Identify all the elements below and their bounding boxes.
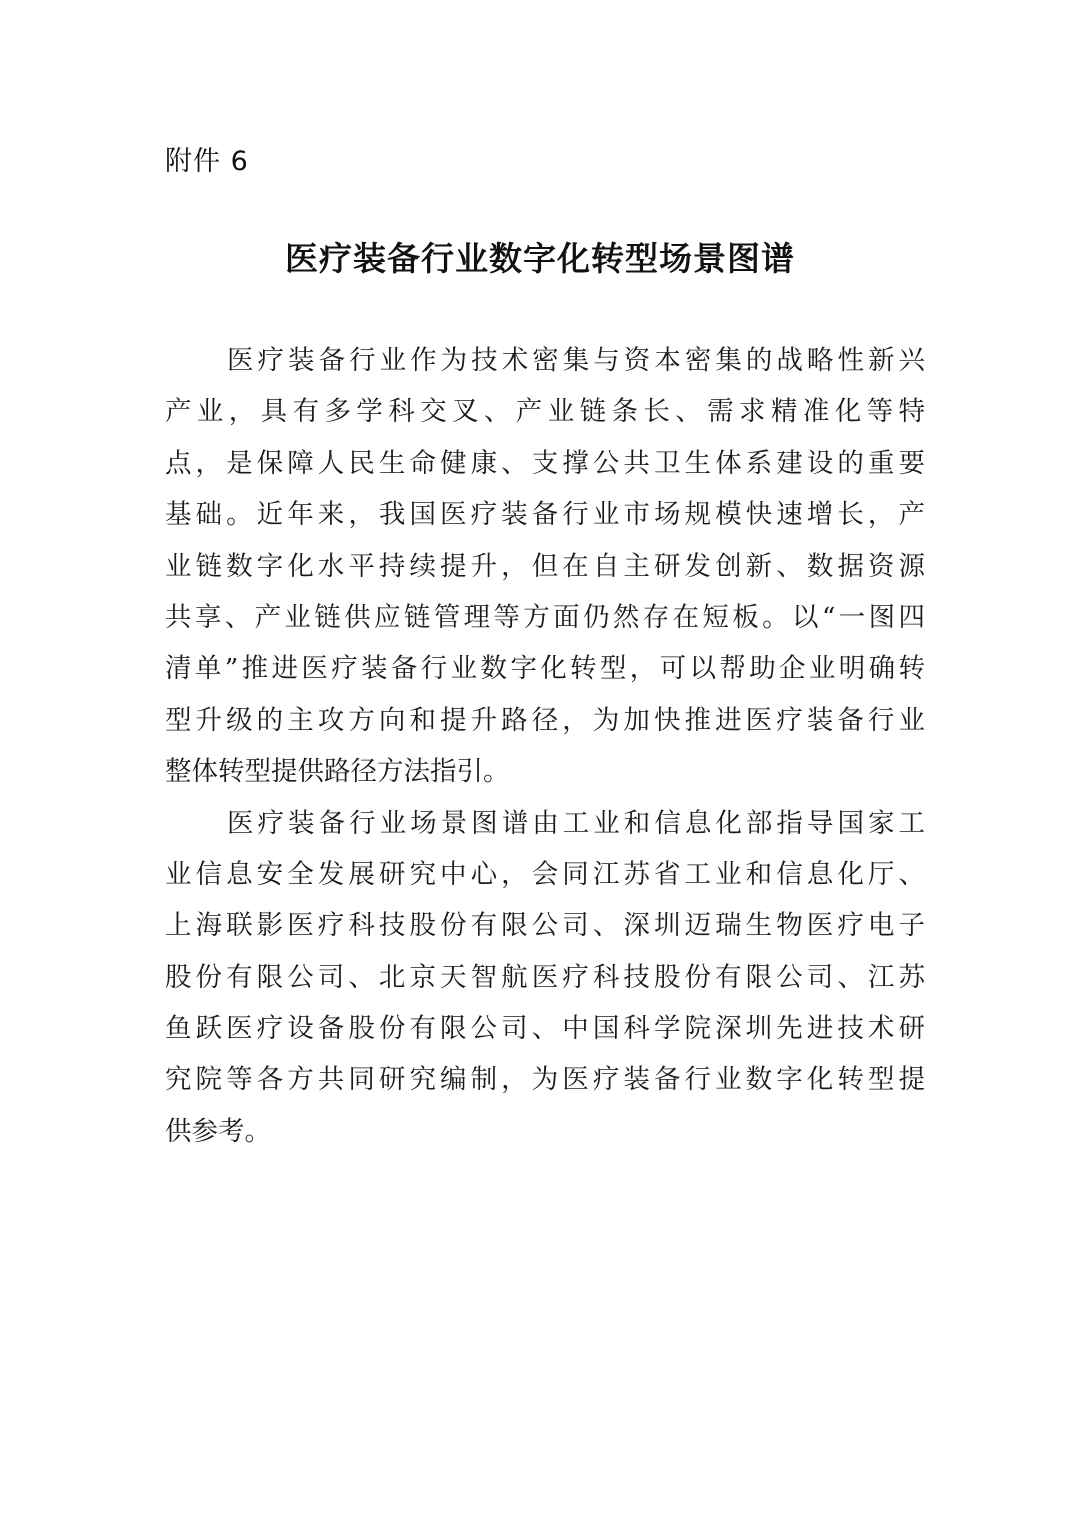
paragraph-line: 医疗装备行业作为技术密集与资本密集的战略性新兴: [227, 345, 925, 376]
paragraph-line: 基础。近年来，我国医疗装备行业市场规模快速增长，产: [165, 499, 925, 531]
paragraph-line: 业链数字化水平持续提升，但在自主研发创新、数据资源: [165, 550, 925, 582]
paragraph-line: 业信息安全发展研究中心，会同江苏省工业和信息化厅、: [165, 858, 925, 890]
document-title: 医疗装备行业数字化转型场景图谱: [285, 239, 795, 278]
attachment-label: 附件 6: [165, 146, 249, 177]
paragraph-1: [165, 335, 925, 798]
paragraph-line: 型升级的主攻方向和提升路径，为加快推进医疗装备行业: [165, 704, 925, 736]
paragraph-2: [165, 798, 925, 1158]
paragraph-line: 产业，具有多学科交叉、产业链条长、需求精准化等特: [165, 396, 925, 428]
paragraph-line: 整体转型提供路径方法指引。: [165, 756, 510, 788]
paragraph-line: 鱼跃医疗设备股份有限公司、中国科学院深圳先进技术研: [165, 1013, 925, 1045]
document-body: [165, 335, 925, 1157]
paragraph-line: 共享、产业链供应链管理等方面仍然存在短板。以“一图四: [165, 601, 925, 633]
paragraph-line: 点，是保障人民生命健康、支撑公共卫生体系建设的重要: [165, 447, 925, 479]
paragraph-line: 医疗装备行业场景图谱由工业和信息化部指导国家工: [227, 807, 925, 839]
paragraph-line: 清单”推进医疗装备行业数字化转型，可以帮助企业明确转: [165, 653, 925, 685]
paragraph-line: 上海联影医疗科技股份有限公司、深圳迈瑞生物医疗电子: [165, 910, 925, 942]
paragraph-line: 供参考。: [165, 1115, 271, 1147]
paragraph-line: 股份有限公司、北京天智航医疗科技股份有限公司、江苏: [165, 961, 925, 993]
paragraph-line: 究院等各方共同研究编制，为医疗装备行业数字化转型提: [165, 1064, 925, 1096]
